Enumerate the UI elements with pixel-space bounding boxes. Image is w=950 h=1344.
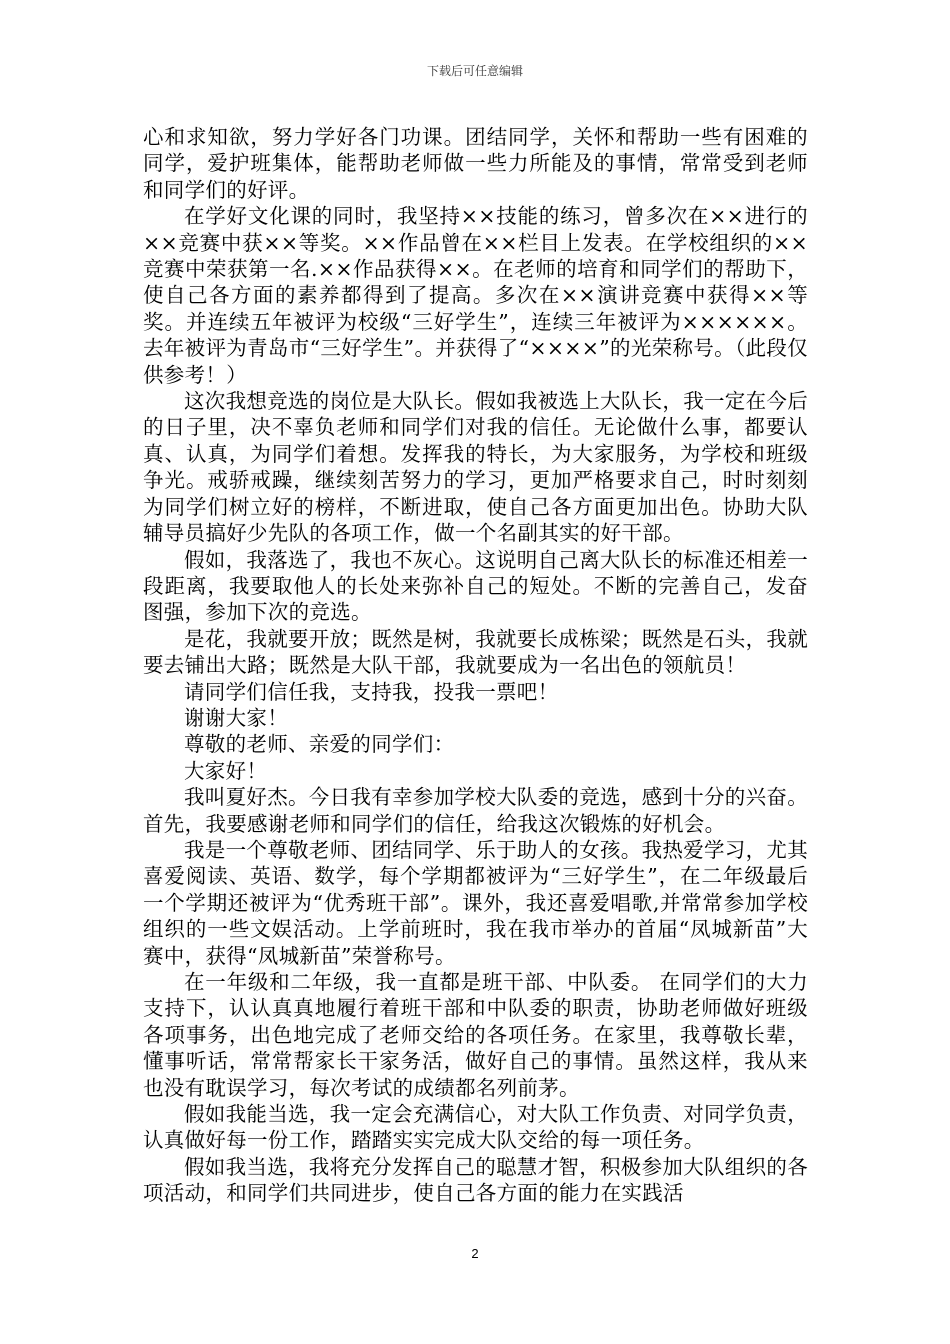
paragraph: 谢谢大家！	[184, 705, 288, 730]
paragraph: 假如，我落选了，我也不灰心。这说明自己离大队长的标准还相差一段距离，我要取他人的长处来弥补自己的短处。不断的完善自己，发奋图强，参加下次的竞选。	[143, 547, 808, 625]
paragraph: 大家好！	[184, 758, 268, 783]
paragraph: 请同学们信任我，支持我，投我一票吧！	[184, 679, 559, 704]
paragraph: 是花，我就要开放；既然是树，我就要长成栋梁；既然是石头，我就要去铺出大路；既然是大队干部，我就要成为一名出色的领航员！	[143, 626, 808, 678]
paragraph: 在学好文化课的同时，我坚持××技能的练习，曾多次在××进行的××竞赛中获××等奖。××作品曾在××栏目上发表。在学校组织的××竞赛中荣获第一名.××作品获得××。在老师的培育和同学们的帮助下，使自己各方面的素养都得到了提高。多次在××演讲竞赛中获得××等奖。并连续五年被评为校级“三好学生”，连续三年被评为××××××。去年被评为青岛市“三好学生”。并获得了“××××”的光荣称号。（此段仅供参考！）	[143, 204, 808, 387]
paragraph: 这次我想竞选的岗位是大队长。假如我被选上大队长，我一定在今后的日子里，决不辜负老师和同学们对我的信任。无论做什么事，都要认真、认真，为同学们着想。发挥我的特长，为大家服务，为学校和班级争光。戒骄戒躁，继续刻苦努力的学习，更加严格要求自己，时时刻刻为同学们树立好的榜样，不断进取，使自己各方面更加出色。协助大队辅导员搞好少先队的各项工作，做一个名副其实的好干部。	[143, 389, 808, 546]
paragraph: 假如我能当选，我一定会充满信心，对大队工作负责、对同学负责，认真做好每一份工作，踏踏实实完成大队交给的每一项任务。	[143, 1102, 808, 1153]
page-number: 2	[471, 1246, 479, 1261]
paragraph: 假如我当选，我将充分发挥自己的聪慧才智，积极参加大队组织的各项活动，和同学们共同进步，使自己各方面的能力在实践活	[143, 1154, 808, 1206]
paragraph: 我是一个尊敬老师、团结同学、乐于助人的女孩。我热爱学习，尤其喜爱阅读、英语、数学，每个学期都被评为“三好学生”，在二年级最后一个学期还被评为“优秀班干部”。课外，我还喜爱唱歌,并常常参加学校组织的一些文娱活动。上学前班时，我在我市举办的首届“凤城新苗”大赛中，获得“凤城新苗”荣誉称号。	[143, 837, 808, 968]
paragraph: 在一年级和二年级，我一直都是班干部、中队委。 在同学们的大力支持下，认认真真地履行着班干部和中队委的职责，协助老师做好班级各项事务，出色地完成了老师交给的各项任务。在家里，我尊敬长辈，懂事听话，常常帮家长干家务活，做好自己的事情。虽然这样，我从来也没有耽误学习，每次考试的成绩都名列前茅。	[143, 970, 808, 1100]
document-body	[143, 124, 808, 1207]
paragraph: 我叫夏好杰。今日我有幸参加学校大队委的竞选，感到十分的兴奋。首先，我要感谢老师和同学们的信任，给我这次锻炼的好机会。	[143, 785, 808, 836]
paragraph: 心和求知欲，努力学好各门功课。团结同学，关怀和帮助一些有困难的同学，爱护班集体，能帮助老师做一些力所能及的事情，常常受到老师和同学们的好评。	[143, 125, 808, 202]
page-header: 下载后可任意编辑	[426, 64, 523, 78]
paragraph: 尊敬的老师、亲爱的同学们：	[184, 732, 455, 757]
